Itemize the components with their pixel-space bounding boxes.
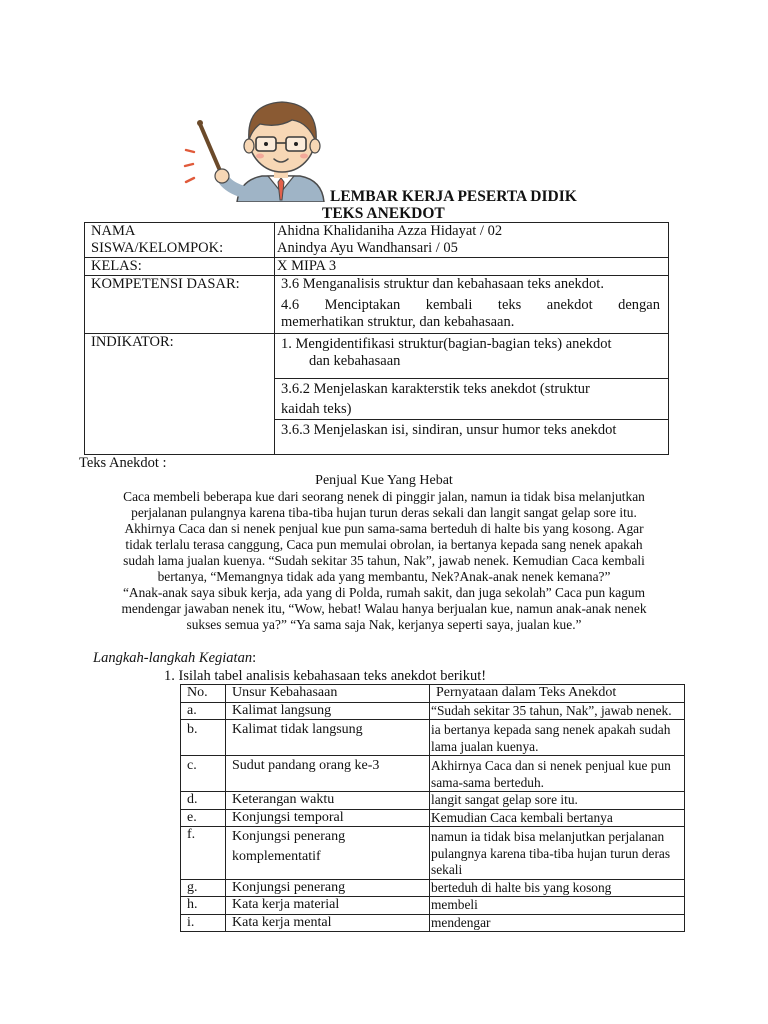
row-pernyataan: mendengar — [430, 914, 685, 932]
row-unsur: Konjungsi penerang komplementatif — [226, 827, 430, 880]
row-no: e. — [181, 809, 226, 827]
nama-row — [85, 223, 669, 258]
analysis-table — [180, 684, 685, 932]
row-pernyataan: Kemudian Caca kembali bertanya — [430, 809, 685, 827]
story-line: bertanya, “Memangnya tidak ada yang membantu, Nek?Anak-anak nenek kemana?” — [157, 569, 611, 584]
worksheet-subtitle: TEKS ANEKDOT — [322, 205, 445, 222]
row-no: a. — [181, 702, 226, 720]
table-row — [181, 879, 685, 897]
row-unsur: Kata kerja material — [226, 897, 430, 915]
row-no: b. — [181, 720, 226, 756]
row-unsur: Sudut pandang orang ke-3 — [226, 756, 430, 792]
row-no: i. — [181, 914, 226, 932]
indikator-2-cell — [275, 379, 669, 420]
story-line: “Anak-anak saya sibuk kerja, ada yang di Polda, rumah sakit, dan juga sekolah” Caca pun kagum — [122, 585, 646, 600]
kd-4-6-line2: memerhatikan struktur, dan kebahasaan. — [281, 314, 515, 330]
header-no: No. — [181, 685, 226, 703]
nama-label-line2: SISWA/KELOMPOK: — [91, 240, 224, 256]
table-row — [181, 827, 685, 880]
row-no: d. — [181, 792, 226, 810]
story-text — [84, 489, 684, 633]
story-line: sukses semua ya?” “Ya sama saja Nak, kerjanya seperti saya, jualan kue.” — [186, 617, 582, 632]
steps-heading-text: Langkah-langkah Kegiatan — [93, 650, 253, 666]
table-row — [181, 756, 685, 792]
nama-label-cell — [85, 223, 275, 258]
row-unsur: Konjungsi temporal — [226, 809, 430, 827]
table-row — [181, 792, 685, 810]
indikator-label: INDIKATOR: — [85, 334, 275, 455]
indikator-2-line2: kaidah teks) — [281, 401, 352, 417]
story-line: perjalanan pulangnya karena tiba-tiba hujan turun deras sekali dan langit sangat gelap sore itu. — [131, 505, 637, 520]
row-pernyataan: langit sangat gelap sore itu. — [430, 792, 685, 810]
table-row — [181, 897, 685, 915]
table-row — [181, 720, 685, 756]
analysis-header-row — [181, 685, 685, 703]
kelas-label: KELAS: — [85, 258, 275, 276]
kd-3-6: 3.6 Menganalisis struktur dan kebahasaan teks anekdot. — [281, 276, 604, 292]
row-unsur: Kalimat langsung — [226, 702, 430, 720]
row-pernyataan: namun ia tidak bisa melanjutkan perjalanan pulangnya karena tiba-tiba hujan turun deras sekali — [430, 827, 685, 880]
student-identity-table — [84, 222, 669, 455]
indikator-1-line2: dan kebahasaan — [309, 353, 401, 369]
kelas-row — [85, 258, 669, 276]
steps-heading-colon: : — [252, 650, 257, 666]
row-pernyataan: membeli — [430, 897, 685, 915]
nama-value-cell — [275, 223, 669, 258]
row-unsur: Kata kerja mental — [226, 914, 430, 932]
row-pernyataan: berteduh di halte bis yang kosong — [430, 879, 685, 897]
kd-4-6-line1: 4.6 Menciptakan kembali teks anekdot dengan — [281, 297, 660, 313]
kompetensi-value-cell — [275, 276, 669, 334]
row-no: h. — [181, 897, 226, 915]
nama-label-line1: NAMA — [91, 223, 136, 239]
row-no: c. — [181, 756, 226, 792]
story-line: sudah lama jualan kuenya. “Sudah sekitar 35 tahun, Nak”, jawab nenek. Kemudian Caca kembali — [123, 553, 645, 568]
row-pernyataan: ia bertanya kepada sang nenek apakah sudah lama jualan kuenya. — [430, 720, 685, 756]
teks-anekdot-label: Teks Anekdot : — [79, 455, 167, 471]
story-line: Caca membeli beberapa kue dari seorang nenek di pinggir jalan, namun ia tidak bisa melanjutkan — [123, 489, 645, 504]
row-no: g. — [181, 879, 226, 897]
indikator-2-line1: 3.6.2 Menjelaskan karakterstik teks anekdot (struktur — [281, 381, 590, 397]
header-unsur: Unsur Kebahasaan — [226, 685, 430, 703]
table-row — [181, 809, 685, 827]
teacher-illustration — [182, 92, 332, 202]
story-line: mendengar jawaban nenek itu, “Wow, hebat! Walau hanya berjualan kue, namun anak-anak nenek — [121, 601, 647, 616]
table-row — [181, 914, 685, 932]
indikator-3: 3.6.3 Menjelaskan isi, sindiran, unsur humor teks anekdot — [275, 420, 669, 455]
worksheet-title: LEMBAR KERJA PESERTA DIDIK — [330, 188, 577, 205]
kelas-value: X MIPA 3 — [275, 258, 669, 276]
indikator-row-1 — [85, 334, 669, 379]
steps-heading — [93, 650, 256, 667]
indikator-1-line1: 1. Mengidentifikasi struktur(bagian-bagian teks) anekdot — [281, 336, 612, 352]
student-name-1: Ahidna Khalidaniha Azza Hidayat / 02 — [277, 223, 503, 239]
row-unsur: Konjungsi penerang — [226, 879, 430, 897]
table-row — [181, 702, 685, 720]
kompetensi-row — [85, 276, 669, 334]
student-name-2: Anindya Ayu Wandhansari / 05 — [277, 240, 458, 256]
step-1-instruction: 1. Isilah tabel analisis kebahasaan teks anekdot berikut! — [164, 668, 487, 684]
story-title: Penjual Kue Yang Hebat — [315, 473, 453, 488]
row-no: f. — [181, 827, 226, 880]
row-unsur: Keterangan waktu — [226, 792, 430, 810]
kompetensi-label: KOMPETENSI DASAR: — [85, 276, 275, 334]
story-line: Akhirnya Caca dan si nenek penjual kue pun sama-sama berteduh di halte bis yang kosong. Agar — [124, 521, 644, 536]
row-pernyataan: “Sudah sekitar 35 tahun, Nak”, jawab nenek. — [430, 702, 685, 720]
row-pernyataan: Akhirnya Caca dan si nenek penjual kue pun sama-sama berteduh. — [430, 756, 685, 792]
header-pernyataan: Pernyataan dalam Teks Anekdot — [430, 685, 685, 703]
row-unsur: Kalimat tidak langsung — [226, 720, 430, 756]
indikator-1-cell — [275, 334, 669, 379]
story-line: tidak terlalu terasa canggung, Caca pun memulai obrolan, ia bertanya kepada sang nenek apakah — [125, 537, 643, 552]
